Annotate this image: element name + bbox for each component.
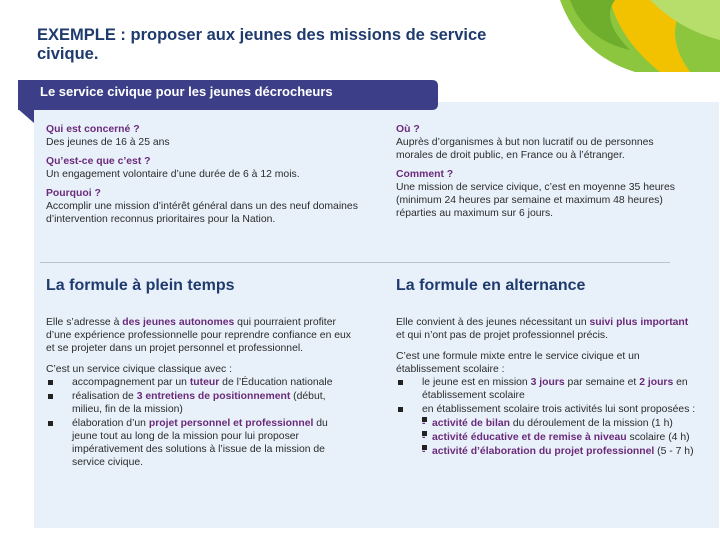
alternance-body	[396, 316, 696, 459]
list-item: réalisation de 3 entretiens de positionnement (début, milieu, fin de la mission)	[46, 390, 356, 416]
list-item: - activité de bilan du déroulement de la mission (1 h)	[422, 417, 696, 430]
banner-title: Le service civique pour les jeunes décrocheurs	[40, 84, 333, 99]
faq-question: Pourquoi ?	[46, 188, 101, 199]
list-item: - activité éducative et de remise à niveau scolaire (4 h)	[422, 431, 696, 444]
faq-left	[46, 123, 366, 232]
slide-title: EXEMPLE : proposer aux jeunes des missions de service civique.	[37, 26, 487, 63]
decorative-logo	[540, 0, 720, 72]
plein-temps-lead: C’est un service civique classique avec :	[46, 364, 232, 375]
activities-list	[422, 417, 696, 458]
list-item: accompagnement par un tuteur de l’Éducation nationale	[46, 376, 356, 389]
list-item: le jeune est en mission 3 jours par semaine et 2 jours en établissement scolaire	[396, 376, 696, 402]
list-item: élaboration d’un projet personnel et professionnel du jeune tout au long de la mission pour lui proposer impérativement des solutions à l’issue de la mission de service civique.	[46, 417, 356, 469]
plein-temps-body	[46, 316, 356, 470]
alternance-intro: Elle convient à des jeunes nécessitant un suivi plus important et qui n’ont pas de projet professionnel précis.	[396, 317, 689, 341]
faq-question: Qu’est-ce que c’est ?	[46, 156, 151, 167]
faq-answer: Des jeunes de 16 à 25 ans	[46, 137, 170, 148]
faq-question: Qui est concerné ?	[46, 124, 140, 135]
faq-question: Comment ?	[396, 169, 454, 180]
alternance-lead: C’est une formule mixte entre le service civique et un établissement scolaire :	[396, 351, 640, 375]
faq-right	[396, 123, 686, 226]
faq-answer: Une mission de service civique, c’est en moyenne 35 heures (minimum 24 heures par semaine et maximum 48 heures) réparties au maximum sur 6 jours.	[396, 182, 675, 219]
banner-fold	[18, 109, 34, 123]
list-item: en établissement scolaire trois activités lui sont proposées : - activité de bilan du déroulement de la mission (1 h) - activité éducative et de remise à niveau scolaire (4 h) - activité d’élaboration du projet professionnel (5 - 7 h)	[396, 403, 696, 458]
faq-answer: Accomplir une mission d’intérêt général dans un des neuf domaines d’intervention reconnus prioritaires pour la Nation.	[46, 201, 358, 225]
faq-question: Où ?	[396, 124, 420, 135]
plein-temps-list	[46, 376, 356, 469]
alternance-list	[396, 376, 696, 458]
faq-answer: Auprès d’organismes à but non lucratif ou de personnes morales de droit public, en France ou à l’étranger.	[396, 137, 654, 161]
plein-temps-intro: Elle s’adresse à des jeunes autonomes qui pourraient profiter d’une expérience professionnelle pour reprendre confiance en eux et se projeter dans un projet personnel et professionnel.	[46, 317, 351, 354]
section-divider	[40, 262, 670, 263]
list-item: - activité d’élaboration du projet professionnel (5 - 7 h)	[422, 445, 696, 458]
faq-answer: Un engagement volontaire d’une durée de 6 à 12 mois.	[46, 169, 300, 180]
heading-plein-temps: La formule à plein temps	[46, 277, 235, 294]
heading-alternance: La formule en alternance	[396, 277, 586, 294]
